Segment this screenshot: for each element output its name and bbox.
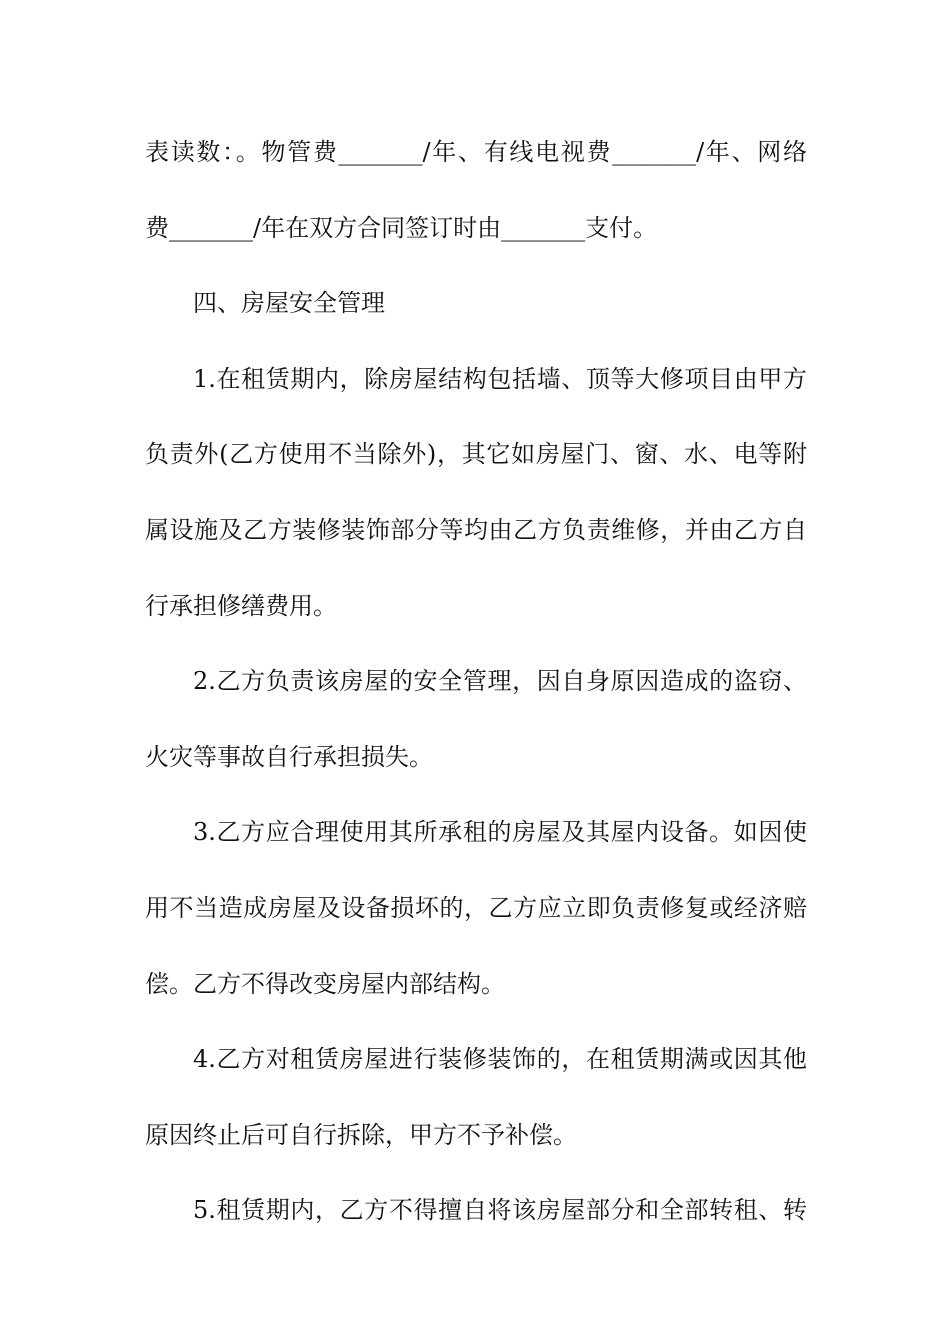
- section-heading: 四、房屋安全管理: [193, 289, 385, 318]
- clause-1-line: 行承担修缮费用。: [145, 591, 337, 620]
- clause-1-line: 1.在租赁期内，除房屋结构包括墙、顶等大修项目由甲方: [193, 364, 807, 393]
- text-line: 表读数：。物管费_______/年、有线电视费_______/年、网络: [145, 138, 807, 166]
- clause-4-line: 4.乙方对租赁房屋进行装修装饰的，在租赁期满或因其他: [193, 1045, 807, 1074]
- clause-2-line: 2.乙方负责该房屋的安全管理，因自身原因造成的盗窃、: [193, 667, 807, 696]
- clause-2-line: 火灾等事故自行承担损失。: [145, 742, 433, 771]
- document-body: [145, 115, 807, 1249]
- clause-1-line: 负责外(乙方使用不当除外)，其它如房屋门、窗、水、电等附: [145, 440, 807, 469]
- clause-5-line: 5.租赁期内，乙方不得擅自将该房屋部分和全部转租、转: [193, 1196, 807, 1225]
- clause-1-line: 属设施及乙方装修装饰部分等均由乙方负责维修，并由乙方自: [145, 515, 807, 544]
- text-line: 费_______/年在双方合同签订时由_______支付。: [145, 213, 658, 242]
- clause-3-line: 3.乙方应合理使用其所承租的房屋及其屋内设备。如因使: [193, 818, 807, 847]
- clause-4-line: 原因终止后可自行拆除，甲方不予补偿。: [145, 1120, 577, 1149]
- clause-3-line: 偿。乙方不得改变房屋内部结构。: [145, 969, 505, 998]
- clause-3-line: 用不当造成房屋及设备损坏的，乙方应立即负责修复或经济赔: [145, 893, 807, 922]
